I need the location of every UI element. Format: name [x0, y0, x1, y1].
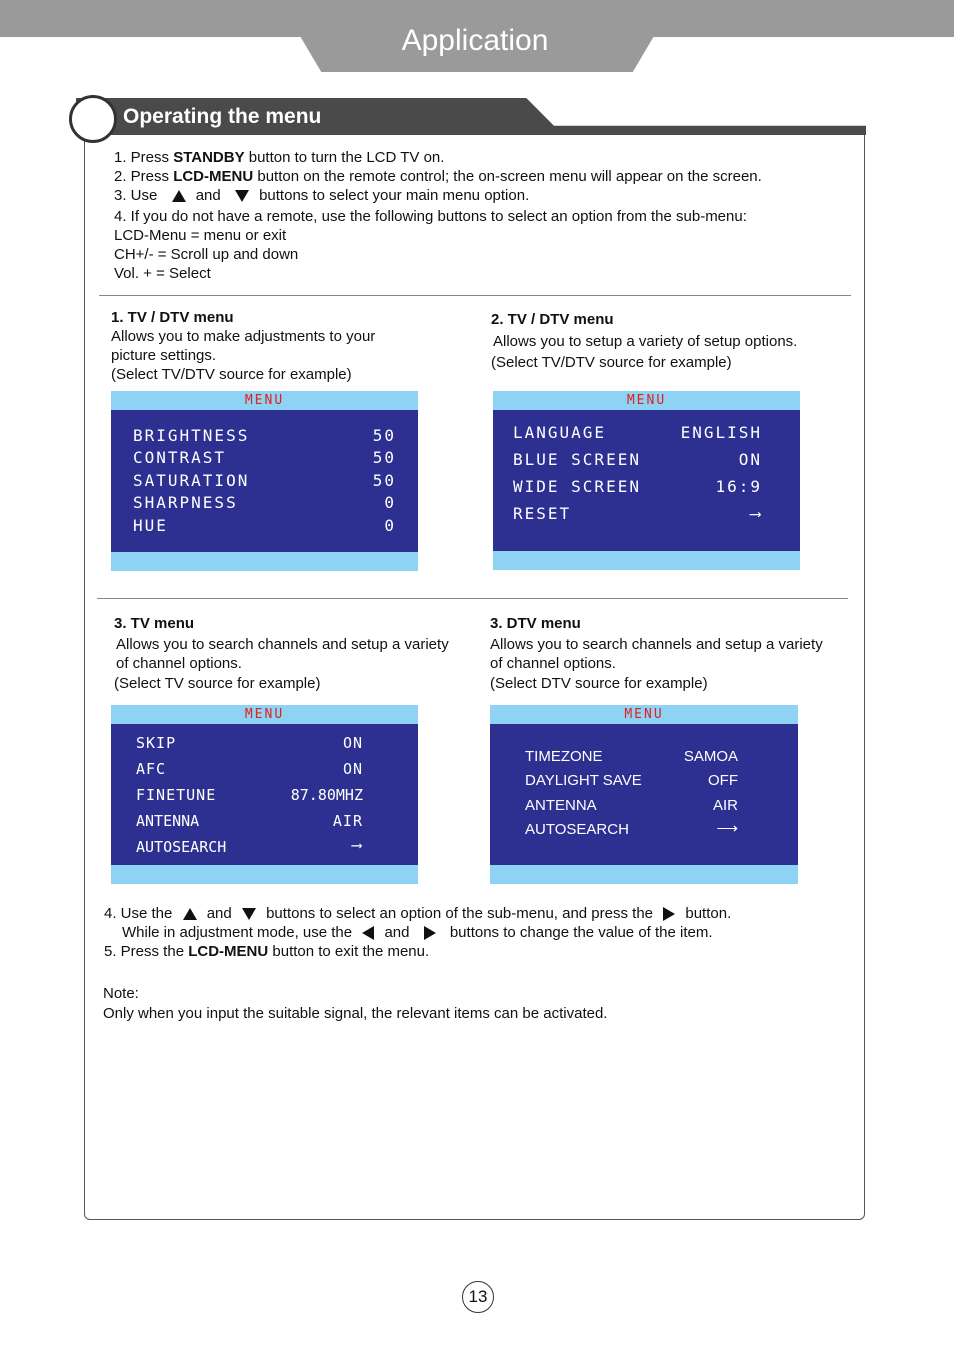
- menu-item-label: FINETUNE: [136, 786, 217, 804]
- menu-item-label: WIDE SCREEN: [513, 477, 641, 496]
- panel-3-desc-2: of channel options.: [116, 655, 242, 672]
- menu-item-label: SATURATION: [133, 471, 250, 490]
- menu-item-autosearch: [525, 821, 629, 838]
- menu-item-label: TIMEZONE: [525, 748, 603, 765]
- footer-step-4b-post: buttons to change the value of the item.: [449, 924, 713, 941]
- menu-item-brightness: [133, 426, 249, 445]
- panel-4-title: 3. DTV menu: [490, 615, 581, 632]
- panel-2-title: 2. TV / DTV menu: [491, 311, 614, 328]
- menu-item-label: BLUE SCREEN: [513, 450, 641, 469]
- menu-item-label: ANTENNA: [525, 797, 597, 814]
- menu-item-label: LANGUAGE: [513, 423, 607, 442]
- menu-value-language: ENGLISH: [680, 423, 762, 442]
- menu-header: MENU: [111, 391, 418, 410]
- menu-item-autosearch: [136, 838, 226, 856]
- menu-item-language: [513, 423, 606, 442]
- panel-3-title: 3. TV menu: [114, 615, 195, 632]
- footer-step-5: [104, 942, 429, 961]
- intro-ch-hint: CH+/- = Scroll up and down: [114, 246, 299, 263]
- menu-value-timezone: SAMOA: [683, 748, 738, 765]
- panel-3-desc-3: (Select TV source for example): [114, 675, 321, 692]
- menu-item-label: DAYLIGHT SAVE: [525, 772, 642, 789]
- menu-item-antenna: [136, 812, 199, 830]
- menu-item-timezone: [525, 748, 603, 765]
- footer-step-5-post: button to exit the menu.: [268, 943, 430, 960]
- intro-step-3-pre: 3. Use: [114, 187, 158, 204]
- right-arrow-icon: [424, 926, 436, 940]
- panel-1-desc-3: (Select TV/DTV source for example): [111, 366, 352, 383]
- divider-top: [99, 295, 851, 296]
- standby-keyword: STANDBY: [173, 149, 245, 166]
- menu-header: MENU: [111, 705, 418, 724]
- menu-value-skip: ON: [342, 734, 363, 752]
- intro-step-2: [114, 167, 762, 186]
- intro-vol-hint: Vol. + = Select: [114, 265, 211, 282]
- footer-step-4b-pre: While in adjustment mode, use the: [122, 924, 353, 941]
- menu-item-contrast: [133, 448, 226, 467]
- menu-item-finetune: [136, 786, 216, 804]
- menu-header: MENU: [490, 705, 798, 724]
- right-long-arrow-icon: ⟶: [716, 820, 738, 837]
- panel-4-desc-2: of channel options.: [490, 655, 616, 672]
- panel-4-desc-3: (Select DTV source for example): [490, 675, 708, 692]
- footer-step-4-and: and: [206, 905, 232, 922]
- setup-menu: [493, 391, 800, 570]
- intro-step-3: [114, 186, 529, 205]
- panel-2-desc-2: (Select TV/DTV source for example): [491, 354, 732, 371]
- panel-3-desc-1: Allows you to search channels and setup a variety: [116, 636, 449, 653]
- menu-value-brightness: 50: [372, 426, 396, 445]
- right-long-arrow-icon: ⟶: [750, 504, 762, 523]
- intro-step-2-pre: 2. Press: [114, 168, 174, 185]
- menu-item-wide-screen: [513, 477, 641, 496]
- menu-value-antenna: AIR: [332, 812, 363, 830]
- panel-1-desc-2: picture settings.: [111, 347, 217, 364]
- intro-step-1-pre: 1. Press: [114, 149, 174, 166]
- intro-step-4: 4. If you do not have a remote, use the following buttons to select an option from the sub-menu:: [114, 208, 747, 225]
- footer-step-5-pre: 5. Press the: [104, 943, 189, 960]
- menu-footer: [490, 865, 798, 884]
- menu-item-sharpness: [133, 493, 238, 512]
- intro-step-3-and: and: [195, 187, 221, 204]
- menu-value-wide-screen: 16:9: [715, 477, 762, 496]
- menu-value-antenna: AIR: [712, 797, 738, 814]
- intro-lcd-menu-hint: LCD-Menu = menu or exit: [114, 227, 287, 244]
- menu-item-label: SHARPNESS: [133, 493, 238, 512]
- menu-item-label: ANTENNA: [136, 812, 200, 830]
- menu-value-daylight-save: OFF: [708, 772, 738, 789]
- intro-step-2-post: button on the remote control; the on-screen menu will appear on the screen.: [253, 168, 762, 185]
- footer-step-4b: [122, 923, 713, 942]
- section-title: Operating the menu: [123, 105, 322, 128]
- menu-value-contrast: 50: [372, 448, 396, 467]
- footer-step-4: [104, 904, 731, 923]
- menu-item-label: RESET: [513, 504, 572, 523]
- footer-step-4-pre: 4. Use the: [104, 905, 173, 922]
- section-circle-icon: [69, 95, 117, 143]
- menu-item-label: AUTOSEARCH: [525, 821, 629, 838]
- footer-step-4b-and: and: [384, 924, 410, 941]
- left-arrow-icon: [362, 926, 374, 940]
- right-arrow-icon: [663, 907, 675, 921]
- tv-menu: [111, 705, 418, 884]
- menu-item-afc: [136, 760, 166, 778]
- note-label: Note:: [103, 985, 139, 1002]
- menu-header: MENU: [493, 391, 800, 410]
- note-text: Only when you input the suitable signal, the relevant items can be activated.: [103, 1005, 608, 1022]
- menu-item-antenna: [525, 797, 597, 814]
- panel-2-desc-1: Allows you to setup a variety of setup options.: [493, 333, 798, 350]
- menu-item-blue-screen: [513, 450, 641, 469]
- intro-step-3-post: buttons to select your main menu option.: [259, 187, 530, 204]
- down-arrow-icon: [235, 190, 249, 202]
- footer-step-4-mid: buttons to select an option of the sub-menu, and press the: [266, 905, 654, 922]
- panel-4-desc-1: Allows you to search channels and setup a variety: [490, 636, 823, 653]
- page-title: Application: [401, 24, 549, 57]
- menu-item-daylight-save: [525, 772, 642, 789]
- page-number: 13: [462, 1281, 494, 1313]
- down-arrow-icon: [242, 908, 256, 920]
- menu-item-label: HUE: [133, 516, 168, 535]
- lcd-menu-keyword: LCD-MENU: [173, 168, 254, 185]
- menu-footer: [111, 865, 418, 884]
- dtv-menu: [490, 705, 798, 884]
- divider-middle: [97, 598, 848, 599]
- menu-item-label: BRIGHTNESS: [133, 426, 250, 445]
- menu-item-label: AFC: [136, 760, 167, 778]
- panel-1-title: 1. TV / DTV menu: [111, 309, 234, 326]
- footer-step-4-post: button.: [685, 905, 732, 922]
- menu-value-blue-screen: ON: [738, 450, 762, 469]
- menu-footer: [111, 552, 418, 571]
- panel-1-desc-1: Allows you to make adjustments to your: [111, 328, 376, 345]
- menu-value-finetune: 87.80MHZ: [290, 786, 363, 804]
- menu-value-saturation: 50: [372, 471, 396, 490]
- menu-item-saturation: [133, 471, 249, 490]
- menu-footer: [493, 551, 800, 570]
- up-arrow-icon: [172, 190, 186, 202]
- menu-item-label: AUTOSEARCH: [136, 838, 227, 856]
- menu-item-hue: [133, 516, 168, 535]
- menu-item-reset: [513, 504, 571, 523]
- intro-step-1: [114, 148, 444, 167]
- menu-value-afc: ON: [342, 760, 363, 778]
- menu-item-skip: [136, 734, 176, 752]
- menu-value-sharpness: 0: [384, 493, 396, 512]
- menu-item-label: CONTRAST: [133, 448, 227, 467]
- right-long-arrow-icon: ⟶: [351, 836, 363, 854]
- menu-value-hue: 0: [384, 516, 396, 535]
- picture-menu: [111, 391, 418, 571]
- intro-step-1-post: button to turn the LCD TV on.: [244, 149, 445, 166]
- up-arrow-icon: [183, 908, 197, 920]
- menu-item-label: SKIP: [136, 734, 177, 752]
- lcd-menu-keyword: LCD-MENU: [188, 943, 269, 960]
